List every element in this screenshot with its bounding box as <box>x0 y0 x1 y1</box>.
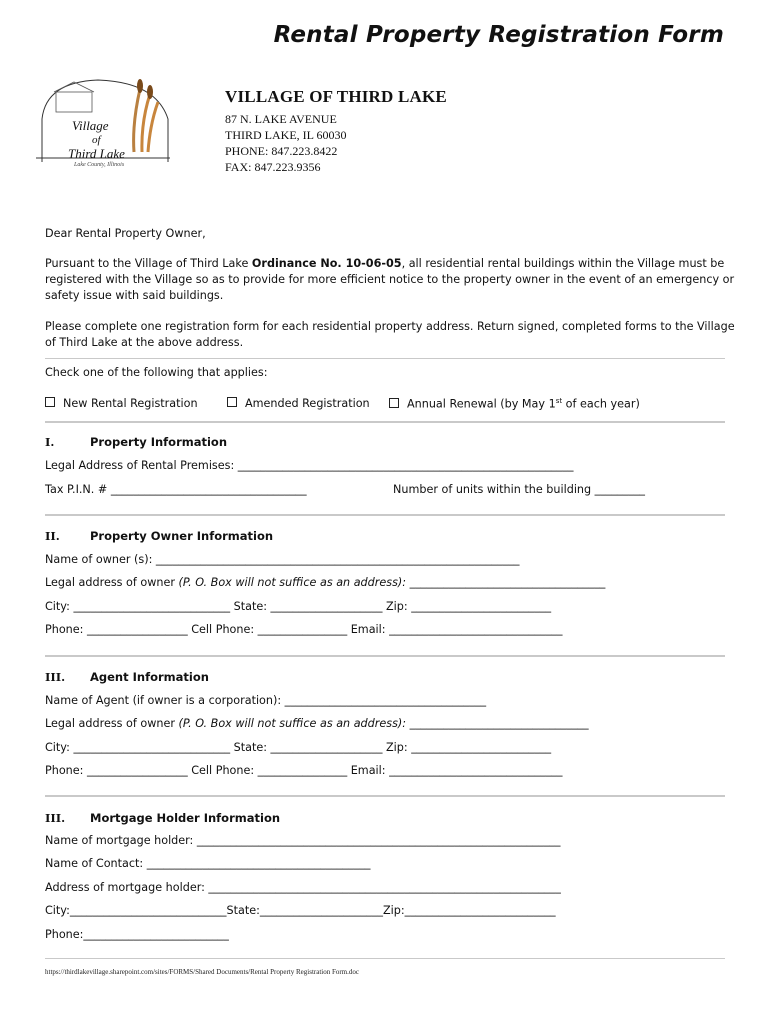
village-address-1: 87 N. LAKE AVENUE <box>225 112 337 126</box>
section-1-number: I. <box>45 435 55 449</box>
agent-legal-line: ________________________________ <box>406 717 589 730</box>
option-renewal-label-post: of each year) <box>562 397 640 411</box>
agent-legal-label: Legal address of owner <box>45 717 179 730</box>
units-field[interactable]: Number of units within the building _________ <box>393 483 646 496</box>
agent-city-state-zip-field[interactable]: City: ____________________________ State: ____________________ Zip: _________________________ <box>45 741 552 754</box>
section-2-title: Property Owner Information <box>90 529 274 543</box>
section-4-number: III. <box>45 811 66 825</box>
section-4-title: Mortgage Holder Information <box>90 811 281 825</box>
section-3-title: Agent Information <box>90 670 209 684</box>
option-new-registration[interactable] <box>45 397 198 410</box>
mortgage-contact-field[interactable]: Name of Contact: ________________________________________ <box>45 857 371 870</box>
agent-legal-address-field[interactable] <box>45 717 589 730</box>
owner-city-state-zip-field[interactable]: City: ____________________________ State: ____________________ Zip: _________________________ <box>45 600 552 613</box>
mortgage-phone-field[interactable]: Phone:__________________________ <box>45 928 229 941</box>
logo-text-village: Village <box>72 118 109 133</box>
owner-legal-address-field[interactable] <box>45 576 605 589</box>
logo-text-third-lake: Third Lake <box>68 146 125 161</box>
tax-pin-field[interactable]: Tax P.I.N. # ___________________________________ <box>45 483 307 496</box>
footer-divider <box>45 958 725 959</box>
section-2-number: II. <box>45 529 60 543</box>
divider <box>45 421 725 423</box>
logo-tagline: Lake County, Illinois <box>74 162 125 168</box>
mortgage-address-field[interactable]: Address of mortgage holder: _______________________________________________________________ <box>45 881 561 894</box>
checkbox-renewal[interactable] <box>389 398 399 408</box>
option-annual-renewal[interactable] <box>389 397 640 411</box>
intro-text-pre: Pursuant to the Village of Third Lake <box>45 257 252 270</box>
owner-legal-label: Legal address of owner <box>45 576 179 589</box>
owner-phone-field[interactable]: Phone: __________________ Cell Phone: ________________ Email: _______________________________ <box>45 623 563 636</box>
legal-address-field[interactable]: Legal Address of Rental Premises: ____________________________________________________________ <box>45 459 574 472</box>
form-title: Rental Property Registration Form <box>273 22 724 48</box>
intro-text-post: , all residential rental buildings within the Village must be registered with the Village so as to provide for more efficient notice to the property owner in the event of an emergency or safety issue with said buildings. <box>45 257 735 302</box>
owner-legal-line: ___________________________________ <box>406 576 606 589</box>
mortgage-holder-field[interactable]: Name of mortgage holder: _________________________________________________________________ <box>45 834 561 847</box>
village-phone: PHONE: 847.223.8422 <box>225 144 338 158</box>
village-logo <box>36 74 176 174</box>
village-fax: FAX: 847.223.9356 <box>225 160 321 174</box>
section-1-title: Property Information <box>90 435 228 449</box>
intro-paragraph <box>45 256 735 304</box>
option-renewal-sup: st <box>555 397 563 405</box>
checkbox-new[interactable] <box>45 397 55 407</box>
agent-name-field[interactable]: Name of Agent (if owner is a corporation): ____________________________________ <box>45 694 487 707</box>
check-prompt: Check one of the following that applies: <box>45 366 268 379</box>
option-amended-registration[interactable] <box>227 397 370 410</box>
agent-phone-field[interactable]: Phone: __________________ Cell Phone: ________________ Email: _______________________________ <box>45 764 563 777</box>
checkbox-amended[interactable] <box>227 397 237 407</box>
divider <box>45 358 725 359</box>
village-address-2: THIRD LAKE, IL 60030 <box>225 128 347 142</box>
logo-text-of: of <box>92 134 101 146</box>
owner-legal-note: (P. O. Box will not suffice as an address): <box>178 576 407 589</box>
ordinance-number: Ordinance No. 10-06-05 <box>251 257 402 270</box>
village-name: VILLAGE OF THIRD LAKE <box>225 87 447 106</box>
option-amended-label: Amended Registration <box>245 397 370 410</box>
option-new-label: New Rental Registration <box>63 397 198 410</box>
salutation: Dear Rental Property Owner, <box>45 227 206 240</box>
instructions-paragraph: Please complete one registration form for each residential property address. Return signed, completed forms to the Village of Third Lake at the above address. <box>45 320 735 349</box>
owner-name-field[interactable]: Name of owner (s): _________________________________________________________________ <box>45 553 520 566</box>
option-renewal-label-pre: Annual Renewal (by May 1 <box>407 397 556 411</box>
mortgage-city-state-zip-field[interactable]: City:____________________________State:______________________Zip:___________________________ <box>45 904 556 917</box>
divider <box>45 655 725 657</box>
agent-legal-note: (P. O. Box will not suffice as an address): <box>178 717 407 730</box>
section-3-number: III. <box>45 670 66 684</box>
divider <box>45 795 725 797</box>
divider <box>45 514 725 516</box>
footer-path: https://thirdlakevillage.sharepoint.com/sites/FORMS/Shared Documents/Rental Property Registration Form.doc <box>45 968 359 976</box>
